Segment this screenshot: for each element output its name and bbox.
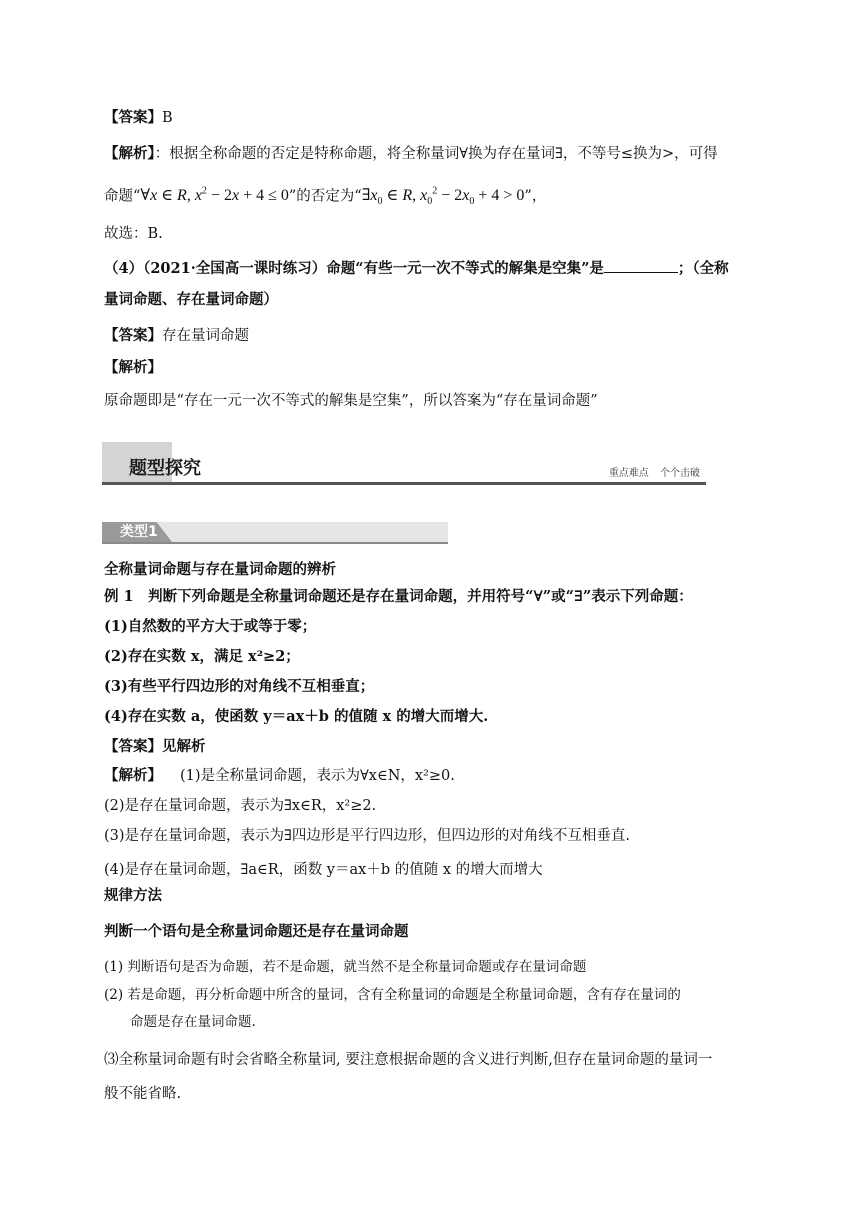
solution-3: (3)是存在量词命题，表示为∃四边形是平行四边形，但四边形的对角线不互相垂直. [104, 828, 631, 844]
section-subtitle: 重点难点 个个击破 [608, 468, 700, 479]
example-intro: 例 1 判断下列命题是全称量词命题还是存在量词命题，并用符号“∀”或“∃”表示下列命题： [104, 588, 693, 605]
example-analysis-line-1 [104, 766, 455, 786]
answer-line-1 [104, 108, 173, 128]
type-label: 类型1 [120, 524, 158, 540]
solution-2: (2)是存在量词命题，表示为∃x∈R，x²≥2. [104, 798, 377, 814]
answer-blank [604, 258, 678, 273]
example-item-4: (4)存在实数 a，使函数 y＝ax＋b 的值随 x 的增大而增大. [104, 708, 489, 725]
q4-stem-line-1 [104, 258, 729, 279]
formula-suffix: ”， [524, 188, 547, 205]
section-divider [102, 482, 706, 485]
section-title: 题型探究 [129, 458, 201, 479]
method-heading: 规律方法 [104, 887, 162, 904]
answer-tag: 【答案】 [104, 109, 162, 126]
q4-analysis-tag: 【解析】 [104, 359, 162, 376]
method-point-1: (1) 判断语句是否为命题，若不是命题，就当然不是全称量词命题或存在量词命题 [104, 959, 587, 975]
method-point-3-cont: 般不能省略. [104, 1086, 182, 1102]
example-answer-tag: 【答案】 [104, 738, 162, 755]
formula-prefix: 命题“ [104, 188, 141, 205]
q4-stem-line-2: 量词命题、存在量词命题） [104, 291, 278, 308]
type-bar [102, 522, 448, 544]
method-point-2: (2) 若是命题，再分析命题中所含的量词，含有全称量词的命题是全称量词命题，含有存在量词的 [104, 987, 681, 1003]
formula-mid: ”的否定为“ [288, 188, 362, 205]
q4-stem-text: （4）（2021·全国高一课时练习）命题“有些一元一次不等式的解集是空集”是 [104, 260, 604, 277]
method-subheading: 判断一个语句是全称量词命题还是存在量词命题 [104, 923, 409, 940]
example-item-1: (1)自然数的平方大于或等于零； [104, 618, 317, 635]
section-header [102, 442, 706, 486]
method-point-2-cont: 命题是存在量词命题. [130, 1014, 256, 1030]
q4-answer-line [104, 326, 249, 346]
conclusion-line: 故选：B. [104, 226, 163, 242]
q4-stem-end: ；（全称 [677, 260, 729, 277]
analysis-text: ：根据全称命题的否定是特称命题，将全称量词∀换为存在量词∃，不等号≤换为>，可得 [154, 146, 718, 162]
example-item-3: (3)有些平行四边形的对角线不互相垂直； [104, 678, 375, 695]
q4-analysis-text: 原命题即是“存在一元一次不等式的解集是空集”，所以答案为“存在量词命题” [104, 393, 598, 409]
method-point-3: ⑶全称量词命题有时会省略全称量词, 要注意根据命题的含义进行判断,但存在量词命题的量词一 [104, 1052, 713, 1068]
type-heading: 全称量词命题与存在量词命题的辨析 [104, 561, 336, 578]
example-analysis-tag: 【解析】 [104, 767, 162, 784]
q4-answer-value: 存在量词命题 [162, 328, 249, 344]
analysis-line-1 [104, 144, 718, 164]
q4-answer-tag: 【答案】 [104, 327, 162, 344]
analysis-formula-line [104, 182, 546, 213]
solution-1: (1)是全称量词命题，表示为∀x∈N，x²≥0. [180, 768, 455, 784]
example-item-2: (2)存在实数 x，满足 x²≥2； [104, 648, 300, 665]
solution-4: (4)是存在量词命题，∃a∈R，函数 y＝ax＋b 的值随 x 的增大而增大 [104, 862, 543, 878]
example-answer-line [104, 737, 206, 757]
negation-formula: $\exists x_0$ ∈ R, $x_0^2 - 2x_0 + 4 > 0$ [361, 186, 525, 208]
example-answer-value: 见解析 [162, 738, 206, 755]
answer-value: B [162, 110, 173, 126]
analysis-tag: 【解析】 [104, 145, 155, 162]
proposition-formula: ∀x ∈ R, $x^2 - 2x + 4 \le 0$ [140, 186, 289, 205]
